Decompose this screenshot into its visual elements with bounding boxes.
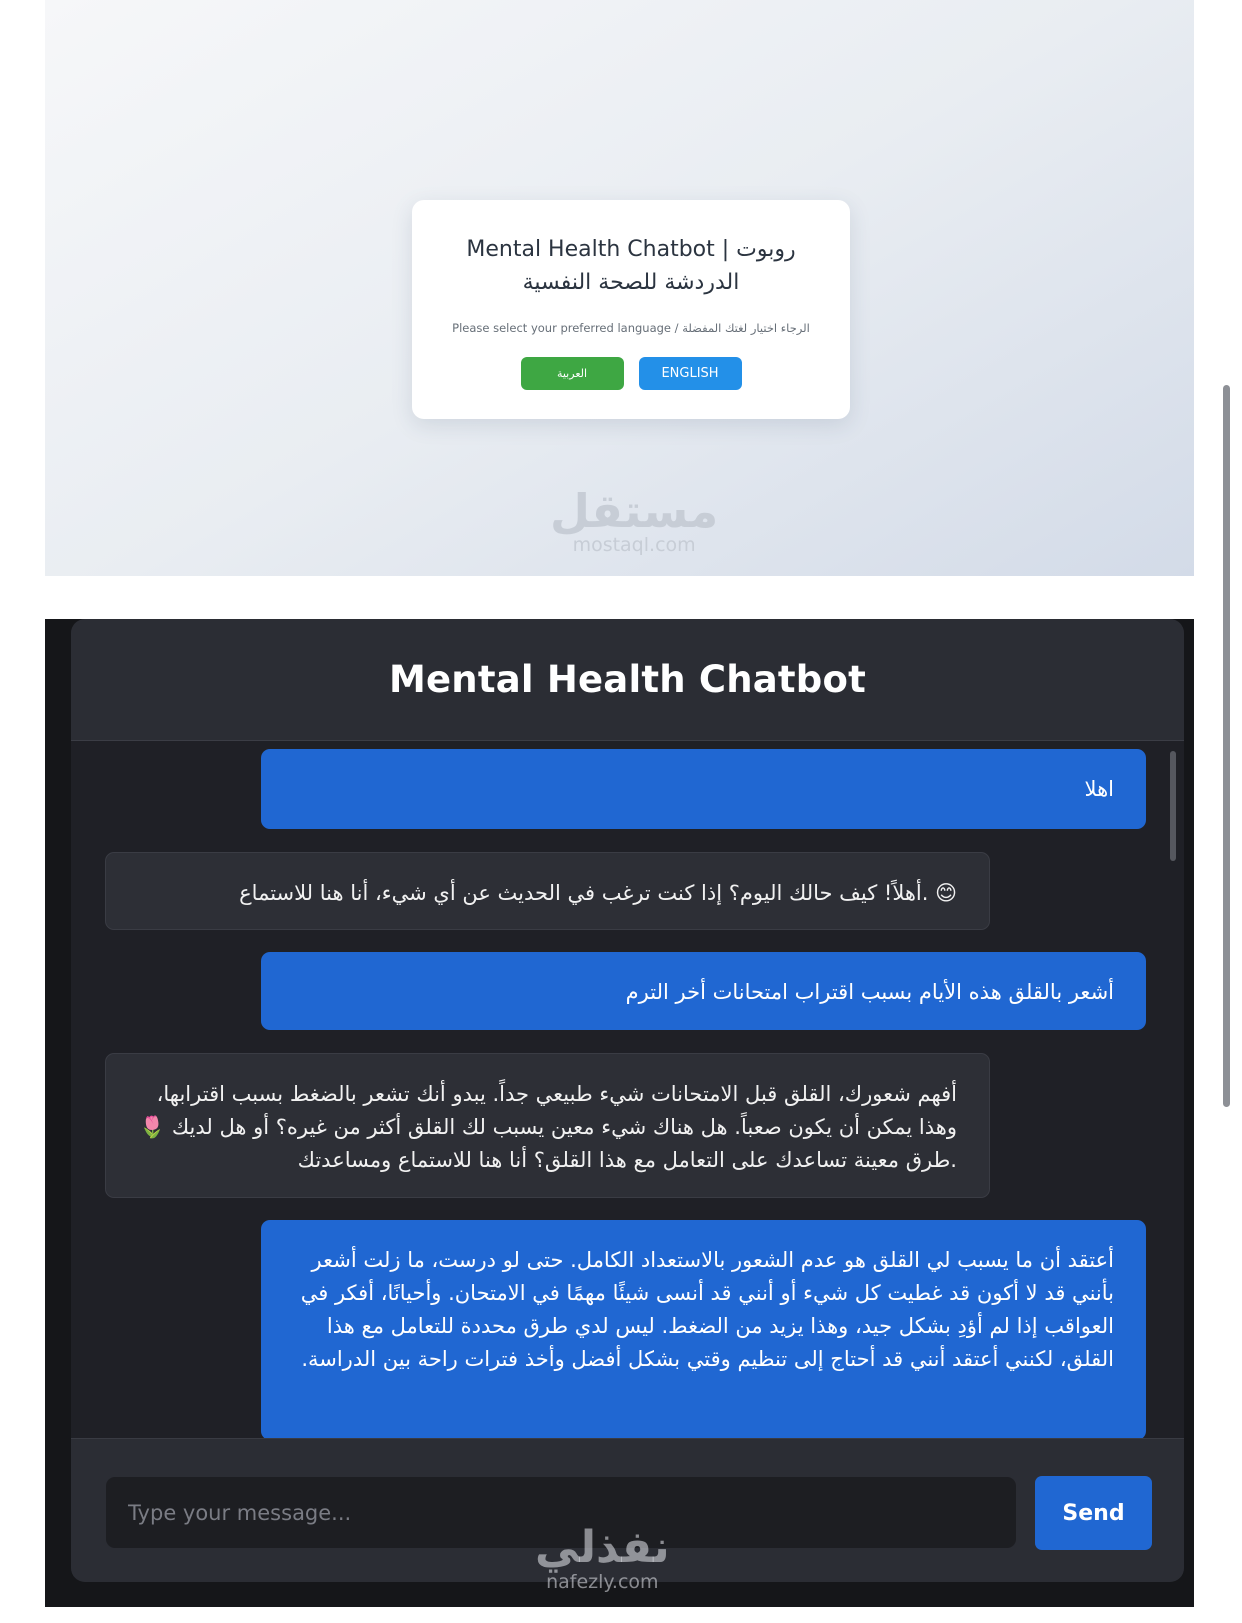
chat-screen xyxy=(45,619,1194,1607)
chat-title: Mental Health Chatbot xyxy=(388,658,867,701)
page-scrollbar[interactable] xyxy=(1223,385,1230,1107)
send-button[interactable]: Send xyxy=(1035,1476,1152,1550)
arabic-language-button[interactable]: العربية xyxy=(521,357,624,390)
user-message: اهلا xyxy=(261,749,1146,829)
user-message: أشعر بالقلق هذه الأيام بسبب اقتراب امتحانات أخر الترم xyxy=(261,952,1146,1030)
language-select-title: Mental Health Chatbot | روبوت الدردشة للصحة النفسية xyxy=(466,237,796,295)
nafezly-watermark: نفذلي nafezly.com xyxy=(535,1522,670,1593)
message-list-scrollbar[interactable] xyxy=(1170,751,1176,861)
bot-message: 😊 .أهلاً! كيف حالك اليوم؟ إذا كنت ترغب في الحديث عن أي شيء، أنا هنا للاستماع xyxy=(105,852,990,930)
message-list[interactable] xyxy=(71,741,1184,1438)
user-message: أعتقد أن ما يسبب لي القلق هو عدم الشعور بالاستعداد الكامل. حتى لو درست، ما زلت أشعر بأنني قد لا أكون قد غطيت كل شيء أو أنني قد أنسى شيئًا مهمًا في الامتحان. وأحيانًا، أفكر في العواقب إذا لم أؤدِ بشكل جيد، وهذا يزيد من الضغط. ليس لدي طرق محددة للتعامل مع هذا القلق، لكنني أعتقد أنني قد أحتاج إلى تنظيم وقتي بشكل أفضل وأخذ فترات راحة بين الدراسة. xyxy=(261,1220,1146,1438)
chat-header xyxy=(71,619,1184,741)
mostaql-watermark: مستقل mostaql.com xyxy=(550,484,719,556)
language-select-card xyxy=(412,200,850,419)
language-select-screen xyxy=(45,0,1194,576)
chat-window xyxy=(71,619,1184,1582)
english-language-button[interactable]: ENGLISH xyxy=(639,357,742,390)
bot-message: أفهم شعورك، القلق قبل الامتحانات شيء طبيعي جداً. يبدو أنك تشعر بالضغط بسبب اقترابها، وهذا يمكن أن يكون صعباً. هل هناك شيء معين يسبب لك القلق أكثر من غيره؟ أو هل لديك 🌷 .طرق معينة تساعدك على التعامل مع هذا القلق؟ أنا هنا للاستماع ومساعدتك xyxy=(105,1053,990,1198)
language-select-subtitle: Please select your preferred language / الرجاء اختيار لغتك المفضلة xyxy=(452,321,810,335)
language-buttons xyxy=(412,357,850,390)
